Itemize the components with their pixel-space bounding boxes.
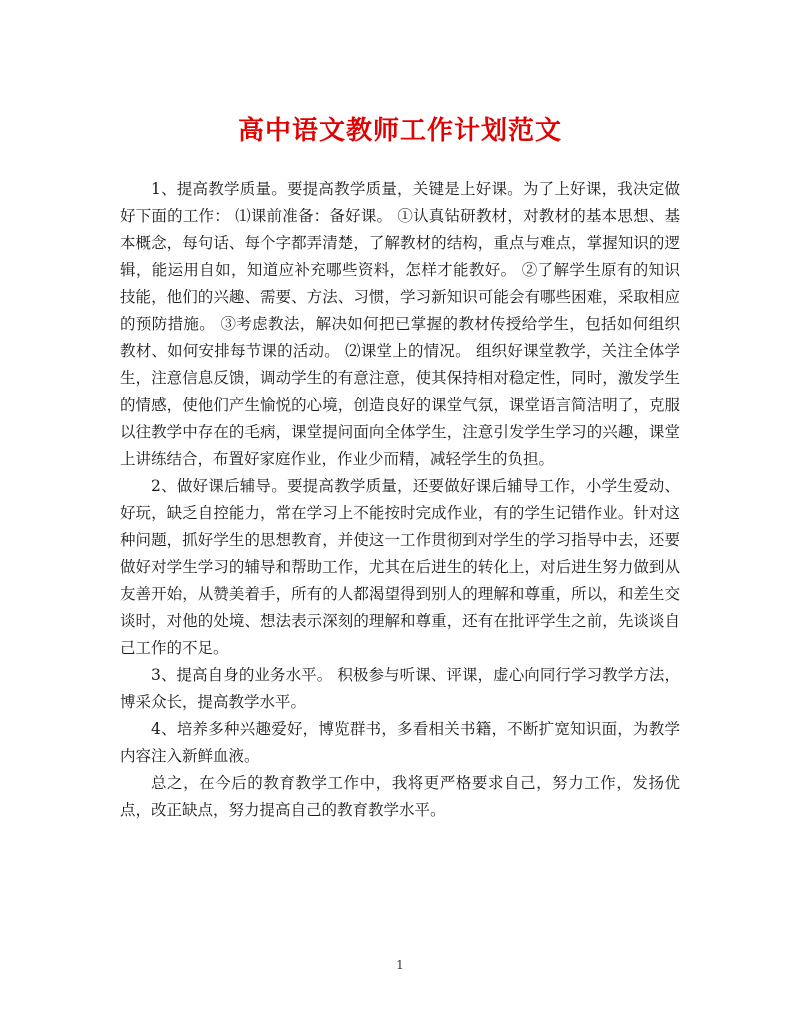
page-number: 1: [396, 958, 404, 972]
paragraph-5: 总之，在今后的教育教学工作中，我将更严格要求自己，努力工作，发扬优点，改正缺点，努力提高自己的教育教学水平。: [120, 774, 680, 819]
paragraph-1: 1、提高教学质量。要提高教学质量，关键是上好课。为了上好课，我决定做好下面的工作： ⑴课前准备：备好课。 ①认真钻研教材，对教材的基本思想、基本概念，每句话、每个字都弄清楚，了解教材的结构，重点与难点，掌握知识的逻辑，能运用自如，知道应补充哪些资料，怎样才能教好。 ②了解学生原有的知识技能，他们的兴趣、需要、方法、习惯，学习新知识可能会有哪些困难，采取相应的预防措施。 ③考虑教法，解决如何把已掌握的教材传授给学生，包括如何组织教材、如何安排每节课的活动。 ⑵课堂上的情况。 组织好课堂教学，关注全体学生，注意信息反馈，调动学生的有意注意，使其保持相对稳定性，同时，激发学生的情感，使他们产生愉悦的心境，创造良好的课堂气氛，课堂语言简洁明了，克服以往教学中存在的毛病，课堂提问面向全体学生，注意引发学生学习的兴趣，课堂上讲练结合，布置好家庭作业，作业少而精，减轻学生的负担。: [120, 180, 680, 468]
paragraph-2: 2、做好课后辅导。要提高教学质量，还要做好课后辅导工作，小学生爱动、好玩，缺乏自控能力，常在学习上不能按时完成作业，有的学生记错作业。针对这种问题，抓好学生的思想教育，并使这一工作贯彻到对学生的学习指导中去，还要做好对学生学习的辅导和帮助工作，尤其在后进生的转化上，对后进生努力做到从友善开始，从赞美着手，所有的人都渴望得到别人的理解和尊重，所以，和差生交谈时，对他的处境、想法表示深刻的理解和尊重，还有在批评学生之前，先谈谈自己工作的不足。: [120, 477, 680, 657]
paragraph-4: 4、培养多种兴趣爱好，博览群书，多看相关书籍，不断扩宽知识面，为教学内容注入新鲜血液。: [120, 720, 680, 765]
document-body: [120, 176, 680, 824]
document-title: 高中语文教师工作计划范文: [237, 116, 562, 146]
paragraph-3: 3、提高自身的业务水平。 积极参与听课、评课，虚心向同行学习教学方法，博采众长，提高教学水平。: [120, 666, 680, 711]
